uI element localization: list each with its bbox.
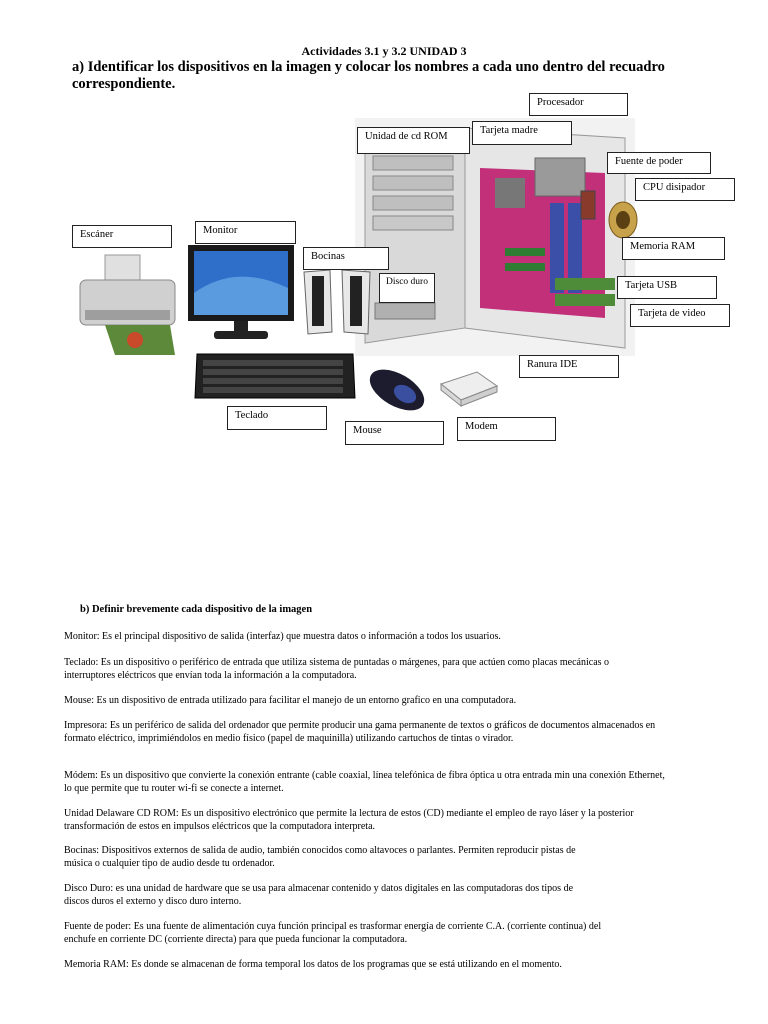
label-disco-duro: Disco duro bbox=[379, 273, 435, 303]
monitor-image bbox=[186, 243, 296, 343]
printer-image bbox=[75, 250, 183, 360]
definition-modem: Módem: Es un dispositivo que convierte la conexión entrante (cable coaxial, línea telefónica de fibra óptica u otra entrada min una conexión Ethernet, lo que permite que tu router wi-fi se conecte a internet. bbox=[64, 770, 665, 794]
label-tarjeta-madre: Tarjeta madre bbox=[472, 121, 572, 145]
definition-bocinas: Bocinas: Dispositivos externos de salida de audio, también conocidos como altavoces o parlantes. Permiten reproducir pistas de música o cualquier tipo de audio desde tu ordenador. bbox=[64, 845, 576, 869]
label-tarjeta-usb: Tarjeta USB bbox=[617, 276, 717, 299]
label-bocinas: Bocinas bbox=[303, 247, 389, 270]
definition-teclado: Teclado: Es un dispositivo o periférico de entrada que utiliza sistema de puntadas o márgenes, para que actúen como placas mecánicas o interruptores eléctricos que envían toda la información a la computadora. bbox=[64, 657, 610, 681]
definition-monitor: Monitor: Es el principal dispositivo de salida (interfaz) que muestra datos o información a todos los usuarios. bbox=[64, 631, 501, 642]
modem-image bbox=[437, 368, 499, 410]
label-cpu-disipador: CPU disipador bbox=[635, 178, 735, 201]
processor-image bbox=[580, 190, 596, 220]
label-fuente-de-poder: Fuente de poder bbox=[607, 152, 711, 174]
label-modem: Modem bbox=[457, 417, 556, 441]
definition-mouse: Mouse: Es un dispositivo de entrada utilizado para facilitar el manejo de un entorno grafico en una computadora. bbox=[64, 695, 517, 706]
definition-unidad-cd-rom: Unidad Delaware CD ROM: Es un dispositivo electrónico que permite la lectura de estos (CD) mediante el empleo de rayo láser y la posterior transformación de estos en impulsos eléctricos que la computadora interpreta. bbox=[64, 808, 634, 832]
label-teclado: Teclado bbox=[227, 406, 327, 430]
speakers-image bbox=[300, 268, 378, 336]
mouse-image bbox=[363, 360, 431, 418]
label-procesador: Procesador bbox=[529, 93, 628, 116]
label-tarjeta-de-video: Tarjeta de video bbox=[630, 304, 730, 327]
definition-impresora: Impresora: Es un periférico de salida del ordenador que permite producir una gama permanente de textos o gráficos de documentos almacenados en formato eléctrico, imprimiéndolos en medio físico (papel de maquinilla) utilizando cartuchos de tintas o virador. bbox=[64, 720, 656, 744]
label-ranura-ide: Ranura IDE bbox=[519, 355, 619, 378]
definition-fuente-de-poder: Fuente de poder: Es una fuente de alimentación cuya función principal es trasformar energía de corriente C.A. (corriente continua) del enchufe en corriente DC (corriente directa) para que pueda funcionar la computadora. bbox=[64, 921, 602, 945]
definition-disco-duro: Disco Duro: es una unidad de hardware que se usa para almacenar contenido y datos digitales en las computadoras dos tipos de discos duros el externo y disco duro interno. bbox=[64, 883, 574, 907]
label-escaner: Escáner bbox=[72, 225, 172, 248]
cpu-cooler-image bbox=[607, 200, 639, 240]
section-b-heading: b) Definir brevemente cada dispositivo de la imagen bbox=[80, 604, 313, 615]
section-a-heading: a) Identificar los dispositivos en la imagen y colocar los nombres a cada uno dentro del recuadro correspondiente. bbox=[72, 59, 665, 92]
label-mouse: Mouse bbox=[345, 421, 444, 445]
definition-memoria-ram: Memoria RAM: Es donde se almacenan de forma temporal los datos de los programas que se está utilizando en el momento. bbox=[64, 959, 562, 970]
label-memoria-ram: Memoria RAM bbox=[622, 237, 725, 260]
label-monitor: Monitor bbox=[195, 221, 296, 244]
label-unidad-cd-rom: Unidad de cd ROM bbox=[357, 127, 470, 154]
document-title: Actividades 3.1 y 3.2 UNIDAD 3 bbox=[301, 44, 467, 58]
keyboard-image bbox=[193, 348, 357, 404]
